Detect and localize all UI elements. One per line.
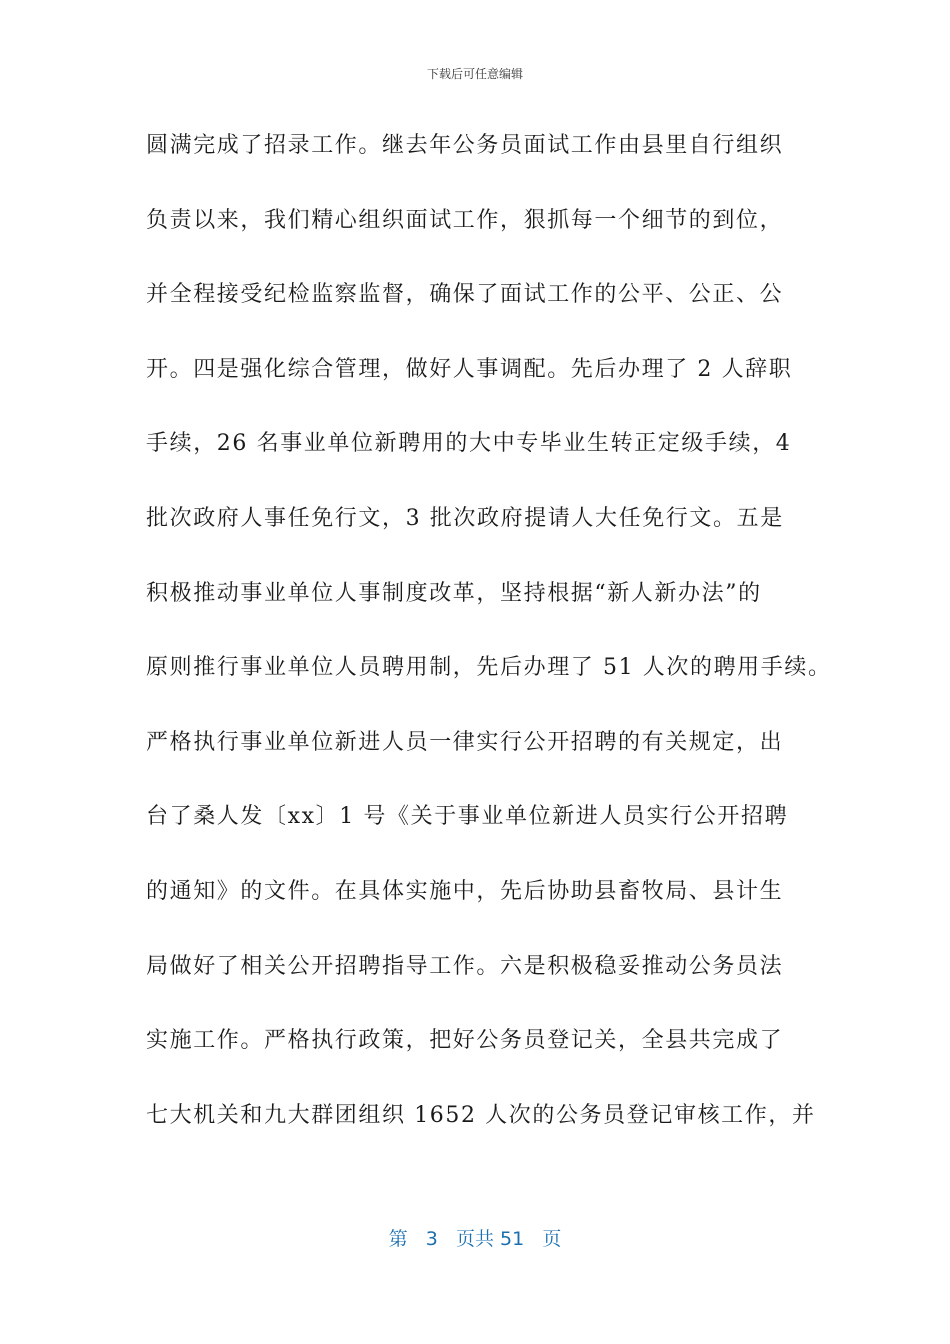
document-body [146,126,846,1170]
body-line-6: 批次政府人事任免行文，3 批次政府提请人大任免行文。五是 [146,505,784,531]
body-line-2: 负责以来，我们精心组织面试工作，狠抓每一个细节的到位， [146,207,784,233]
footer-page-middle: 页共 [455,1228,494,1250]
body-line-4: 开。四是强化综合管理，做好人事调配。先后办理了 2 人辞职 [146,356,793,382]
footer-total-pages: 51 [500,1228,525,1250]
footer-page-prefix: 第 [388,1228,408,1250]
body-line-13: 实施工作。严格执行政策，把好公务员登记关，全县共完成了 [146,1028,784,1054]
page-header-note: 下载后可任意编辑 [426,67,523,81]
body-line-5: 手续，26 名事业单位新聘用的大中专毕业生转正定级手续，4 [146,431,792,457]
page-footer [0,1226,950,1252]
body-line-9: 严格执行事业单位新进人员一律实行公开招聘的有关规定，出 [146,729,784,755]
body-line-7: 积极推动事业单位人事制度改革，坚持根据“新人新办法”的 [146,580,762,606]
body-line-8: 原则推行事业单位人员聘用制，先后办理了 51 人次的聘用手续。 [146,655,832,681]
body-line-3: 并全程接受纪检监察监督，确保了面试工作的公平、公正、公 [146,282,784,308]
body-line-11: 的通知》的文件。在具体实施中，先后协助县畜牧局、县计生 [146,878,784,904]
body-line-14: 七大机关和九大群团组织 1652 人次的公务员登记审核工作，并 [146,1102,816,1128]
body-line-1: 圆满完成了招录工作。继去年公务员面试工作由县里自行组织 [146,133,784,158]
body-line-10: 台了桑人发〔xx〕1 号《关于事业单位新进人员实行公开招聘 [146,804,789,830]
footer-page-number: 3 [425,1228,438,1250]
footer-page-suffix: 页 [542,1228,562,1250]
body-line-12: 局做好了相关公开招聘指导工作。六是积极稳妥推动公务员法 [146,953,784,979]
